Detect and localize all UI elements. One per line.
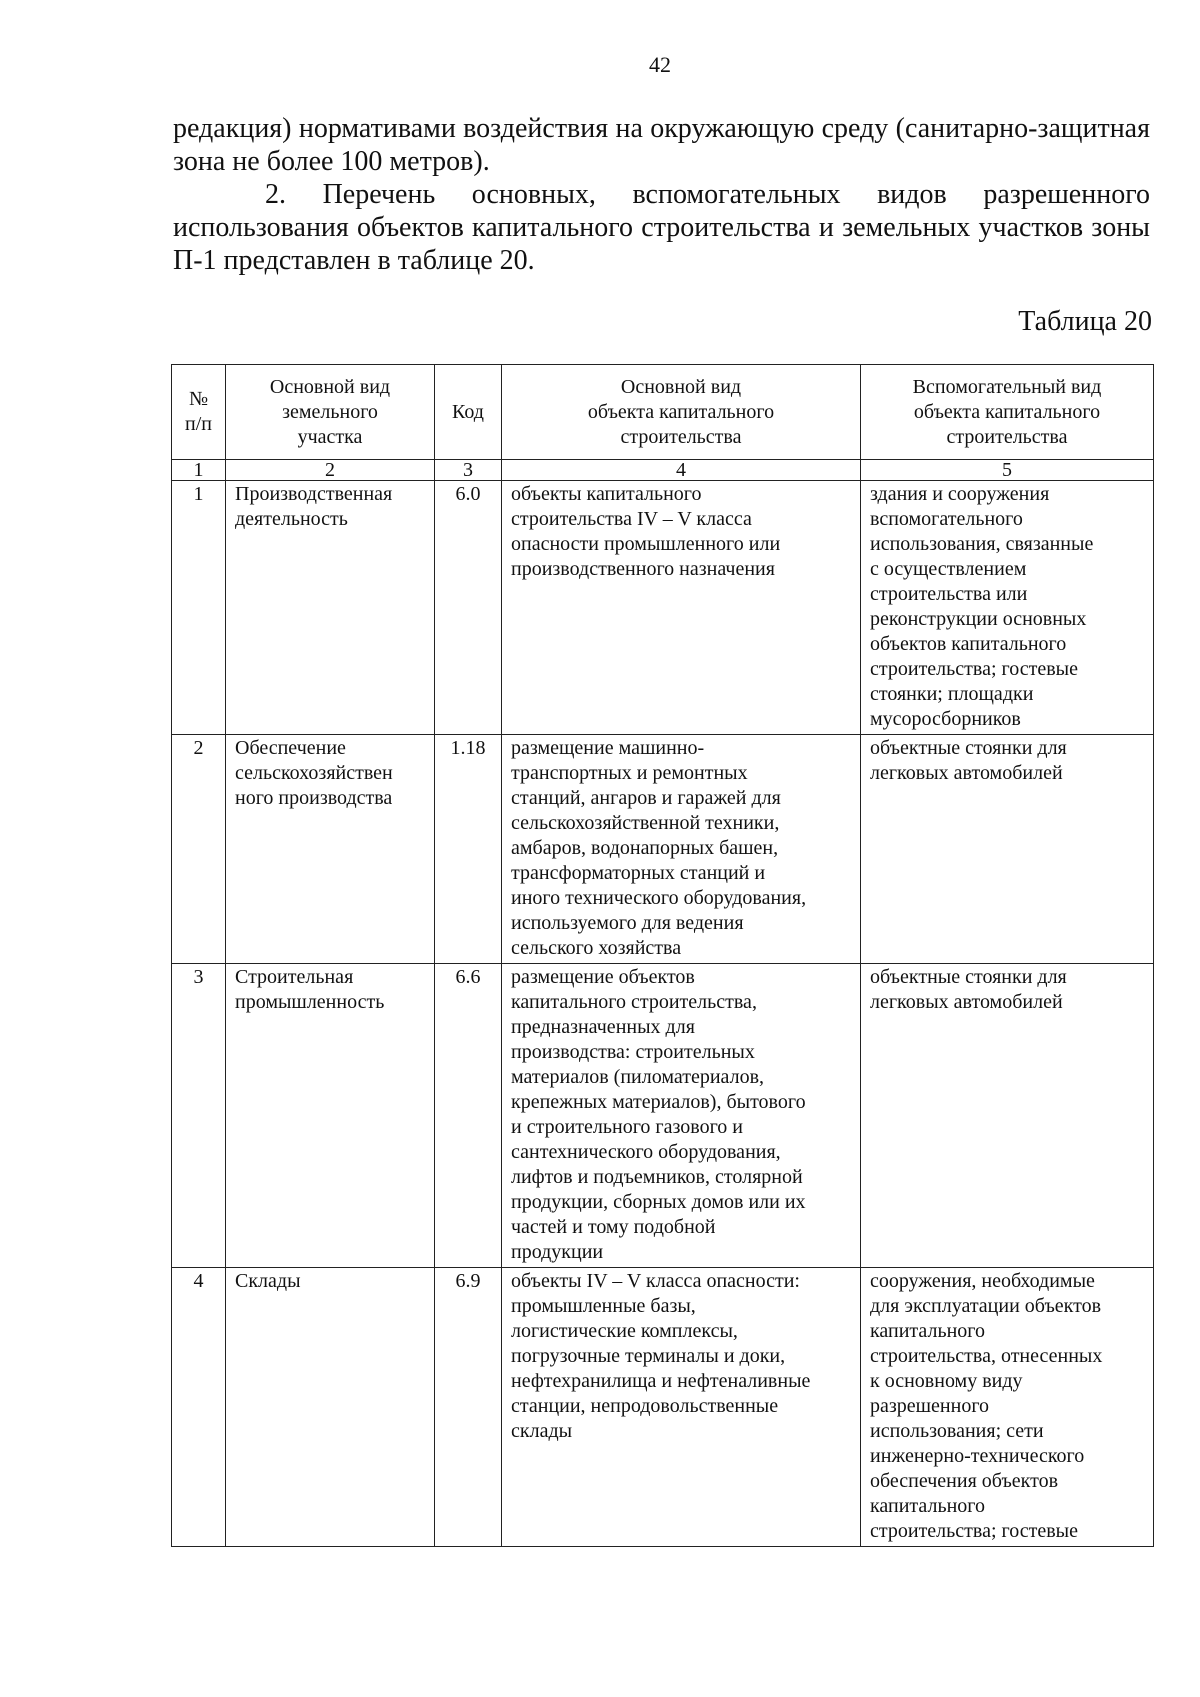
table-row xyxy=(172,964,1154,1268)
row-number: 4 xyxy=(172,1268,226,1547)
aux-object-cell: сооружения, необходимые для эксплуатации объектов капитального строительства, отнесенных к основному виду разрешенного использования; сети инженерно-технического обеспечения объектов капитального строительства; гостевые xyxy=(861,1268,1154,1547)
row-number: 1 xyxy=(172,481,226,735)
column-number-row xyxy=(172,460,1154,481)
table-caption: Таблица 20 xyxy=(1018,306,1152,337)
main-object-cell: объекты капитального строительства IV – V класса опасности промышленного или производственного назначения xyxy=(502,481,861,735)
header-code: Код xyxy=(435,365,502,460)
land-use-cell: Обеспечение сельскохозяйствен ного производства xyxy=(226,735,435,964)
aux-object-cell: здания и сооружения вспомогательного использования, связанные с осуществлением строительства или реконструкции основных объектов капитального строительства; гостевые стоянки; площадки мусоросборников xyxy=(861,481,1154,735)
column-number: 1 xyxy=(172,460,226,481)
code-cell: 6.0 xyxy=(435,481,502,735)
header-main-object: Основной вид объекта капитального строительства xyxy=(502,365,861,460)
column-number: 3 xyxy=(435,460,502,481)
header-land-use: Основной вид земельного участка xyxy=(226,365,435,460)
page-number: 42 xyxy=(649,52,671,77)
main-object-cell: размещение объектов капитального строительства, предназначенных для производства: строительных материалов (пиломатериалов, крепежных материалов), бытового и строительного газового и сантехнического оборудования, лифтов и подъемников, столярной продукции, сборных домов или их частей и тому подобной продукции xyxy=(502,964,861,1268)
main-object-cell: объекты IV – V класса опасности: промышленные базы, логистические комплексы, погрузочные терминалы и доки, нефтехранилища и нефтеналивные станции, непродовольственные склады xyxy=(502,1268,861,1547)
column-number: 2 xyxy=(226,460,435,481)
column-number: 4 xyxy=(502,460,861,481)
code-cell: 6.6 xyxy=(435,964,502,1268)
row-number: 2 xyxy=(172,735,226,964)
header-aux-object: Вспомогательный вид объекта капитального строительства xyxy=(861,365,1154,460)
land-use-table xyxy=(171,364,1154,1547)
main-object-cell: размещение машинно- транспортных и ремонтных станций, ангаров и гаражей для сельскохозяйственной техники, амбаров, водонапорных башен, трансформаторных станций и иного технического оборудования, используемого для ведения сельского хозяйства xyxy=(502,735,861,964)
land-use-cell: Строительная промышленность xyxy=(226,964,435,1268)
paragraph-list-intro: 2. Перечень основных, вспомогательных видов разрешенного использования объектов капитального строительства и земельных участков зоны П-1 представлен в таблице 20. xyxy=(173,179,1150,276)
table-row xyxy=(172,481,1154,735)
row-number: 3 xyxy=(172,964,226,1268)
table-header-row xyxy=(172,365,1154,460)
aux-object-cell: объектные стоянки для легковых автомобилей xyxy=(861,735,1154,964)
table-row xyxy=(172,735,1154,964)
code-cell: 6.9 xyxy=(435,1268,502,1547)
land-use-cell: Производственная деятельность xyxy=(226,481,435,735)
aux-object-cell: объектные стоянки для легковых автомобилей xyxy=(861,964,1154,1268)
paragraph-continuation: редакция) нормативами воздействия на окружающую среду (санитарно-защитная зона не более 100 метров). xyxy=(173,113,1150,177)
table-row xyxy=(172,1268,1154,1547)
land-use-cell: Склады xyxy=(226,1268,435,1547)
header-num: № п/п xyxy=(172,365,226,460)
code-cell: 1.18 xyxy=(435,735,502,964)
body-text xyxy=(173,112,1150,277)
column-number: 5 xyxy=(861,460,1154,481)
